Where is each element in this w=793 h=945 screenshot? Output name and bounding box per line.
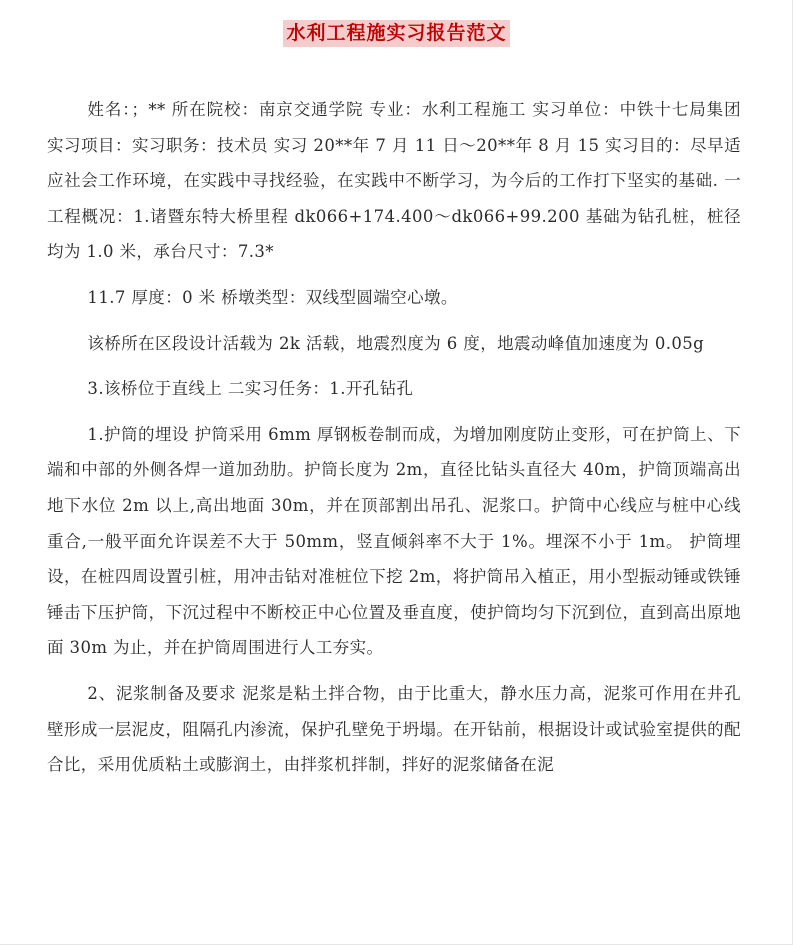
title-container [0, 20, 793, 47]
paragraph-2: 11.7 厚度：0 米 桥墩类型：双线型圆端空心墩。 [87, 287, 458, 307]
paragraph-1: 姓名：；** 所在院校：南京交通学院 专业：水利工程施工 实习单位：中铁十七局集团 实习项目：实习职务：技术员 实习 20**年 7 月 11 日～20**年 8 月 15 实习目的：尽早适应社会工作环境，在实践中寻找经验，在实践中不断学习，为今后的工作打下坚实的基础. 一工程概况：1.诸暨东特大桥里程 dk066+174.400～dk066+99.200 基础为钻孔桩，桩径均为 1.0 米，承台尺寸：7.3* [47, 100, 741, 262]
paragraph-6: 2、泥浆制备及要求 泥浆是粘土拌合物，由于比重大，静水压力高，泥浆可作用在井孔壁形成一层泥皮，阻隔孔内渗流，保护孔壁免于坍塌。在开钻前，根据设计或试验室提供的配合比，采用优质粘土或膨润土，由拌浆机拌制，拌好的泥浆储备在泥 [47, 683, 741, 775]
paragraph-3: 该桥所在区段设计活载为 2k 活载，地震烈度为 6 度，地震动峰值加速度为 0.05g [87, 333, 705, 353]
document-title: 水利工程施实习报告范文 [283, 20, 509, 47]
paragraph-5: 1.护筒的埋设 护筒采用 6mm 厚钢板卷制而成，为增加刚度防止变形，可在护筒上、下端和中部的外侧各焊一道加劲肋。护筒长度为 2m，直径比钻头直径大 40m，护筒顶端高出地下水位 2m 以上,高出地面 30m，并在顶部割出吊孔、泥浆口。护筒中心线应与桩中心线重合,一般平面允许误差不大于 50mm，竖直倾斜率不大于 1%。埋深不小于 1m。 护筒埋设，在桩四周设置引桩，用冲击钻对准桩位下挖 2m，将护筒吊入植正，用小型振动锤或铁锤锤击下压护筒，下沉过程中不断校正中心位置及垂直度，使护筒均匀下沉到位，直到高出原地面 30m 为止，并在护筒周围进行人工夯实。 [47, 424, 741, 658]
paragraph-4: 3.该桥位于直线上 二实习任务：1.开孔钻孔 [87, 379, 414, 399]
document-body [47, 92, 741, 793]
